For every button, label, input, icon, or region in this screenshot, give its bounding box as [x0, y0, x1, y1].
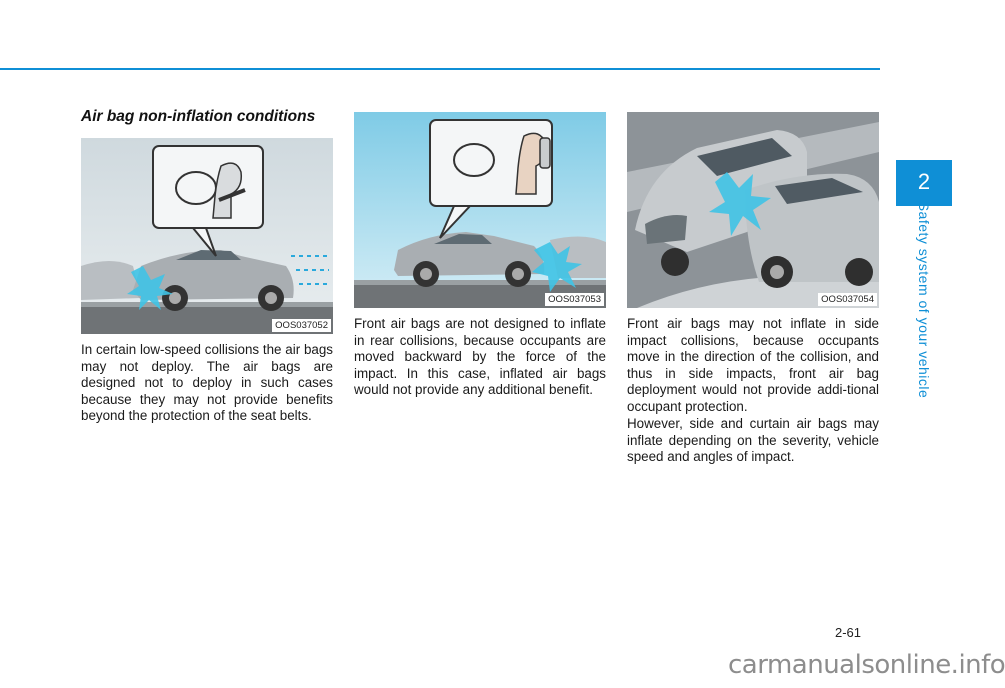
paragraph-low-speed: In certain low-speed collisions the air bags may not deploy. The air bags are designed not to deploy in such cases because they may not provide benefits beyond the protection of the seat belts. — [81, 342, 333, 423]
watermark[interactable]: carmanualsonline.info — [728, 650, 1005, 680]
figure-code: OOS037052 — [272, 319, 331, 332]
paragraph-rear-collision: Front air bags are not designed to inflate in rear collisions, because occupants are moved backward by the force of the impact. In this case, inflated air bags would not provide any additional benefit. — [354, 316, 606, 397]
section-title-vertical: Safety system of your vehicle — [916, 201, 932, 399]
illustration-side-impact — [627, 112, 879, 308]
figure-code: OOS037053 — [545, 293, 604, 306]
page-number: 2-61 — [835, 625, 862, 640]
illustration-rear-collision — [354, 112, 606, 308]
figure-code: OOS037054 — [818, 293, 877, 306]
section-number: 2 — [917, 169, 931, 194]
figure-rear-collision — [354, 112, 606, 308]
figure-low-speed-collision — [81, 138, 333, 334]
section-heading: Air bag non-inflation conditions — [81, 108, 316, 125]
illustration-low-speed — [81, 138, 333, 334]
section-number-tab — [896, 160, 952, 206]
figure-side-impact — [627, 112, 879, 308]
paragraph-side-impact: Front air bags may not inflate in side impact collisions, because occupants move in the direction of the collision, and thus in side impacts, front air bag deployment would not provide addi-tional occupant protection. — [627, 316, 879, 414]
top-rule — [0, 68, 880, 70]
paragraph-side-curtain: However, side and curtain air bags may inflate depending on the severity, vehicle speed and angles of impact. — [627, 416, 879, 464]
